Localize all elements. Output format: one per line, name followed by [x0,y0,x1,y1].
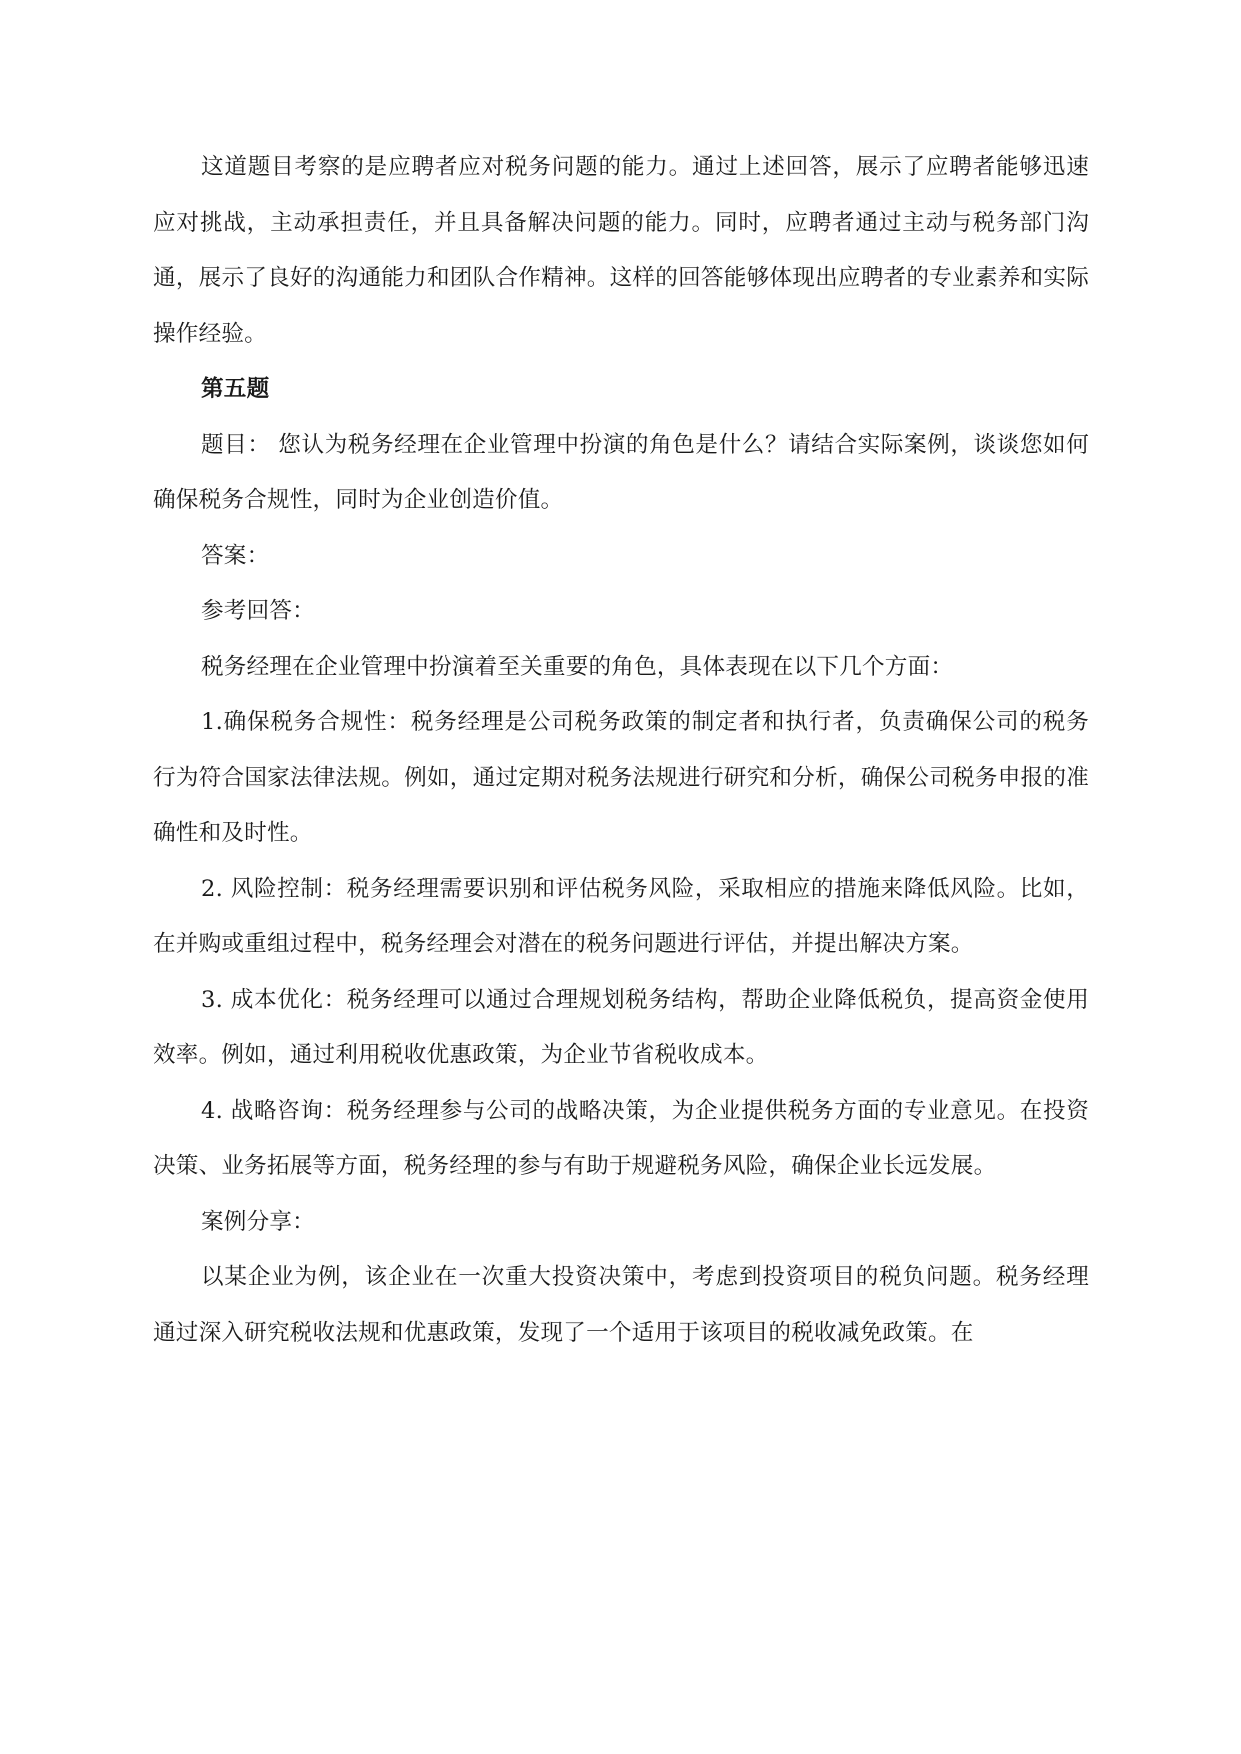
case-share-label: 案例分享： [201,1208,315,1235]
reference-answer-label: 参考回答： [201,598,315,624]
paragraph-intro: 税务经理在企业管理中扮演着至关重要的角色，具体表现在以下几个方面： [201,653,954,680]
list-item-risk-control: 2. 风险控制：税务经理需要识别和评估税务风险，采取相应的措施来降低风险。比如，在并购或重组过程中，税务经理会对潜在的税务问题进行评估，并提出解决方案。 [153,875,1089,957]
list-item-cost-optimization: 3. 成本优化：税务经理可以通过合理规划税务结构，帮助企业降低税负，提高资金使用效率。例如，通过利用税收优惠政策，为企业节省税收成本。 [153,986,1089,1068]
answer-label: 答案： [201,542,270,569]
list-item-strategy-consulting: 4. 战略咨询：税务经理参与公司的战略决策，为企业提供税务方面的专业意见。在投资决策、业务拓展等方面，税务经理的参与有助于规避税务风险，确保企业长远发展。 [153,1097,1089,1179]
document-body [153,140,1089,1361]
section-heading: 第五题 [201,376,270,402]
paragraph-summary: 这道题目考察的是应聘者应对税务问题的能力。通过上述回答，展示了应聘者能够迅速应对挑战，主动承担责任，并且具备解决问题的能力。同时，应聘者通过主动与税务部门沟通，展示了良好的沟通能力和团队合作精神。这样的回答能够体现出应聘者的专业素养和实际操作经验。 [153,154,1089,347]
question-text: 题目： 您认为税务经理在企业管理中扮演的角色是什么？请结合实际案例，谈谈您如何确保税务合规性，同时为企业创造价值。 [153,431,1089,513]
paragraph-case: 以某企业为例，该企业在一次重大投资决策中，考虑到投资项目的税负问题。税务经理通过深入研究税收法规和优惠政策，发现了一个适用于该项目的税收减免政策。在 [153,1264,1089,1346]
list-item-compliance: 1.确保税务合规性：税务经理是公司税务政策的制定者和执行者，负责确保公司的税务行为符合国家法律法规。例如，通过定期对税务法规进行研究和分析，确保公司税务申报的准确性和及时性。 [153,709,1089,846]
